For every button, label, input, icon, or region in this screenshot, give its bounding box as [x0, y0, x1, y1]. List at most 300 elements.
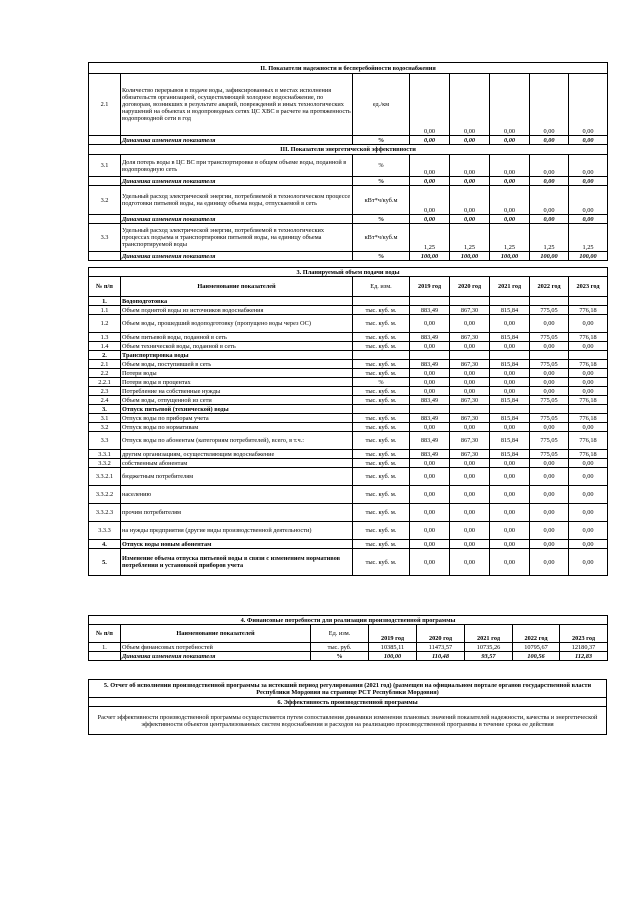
value-cell: 0,00 [569, 549, 608, 576]
table-row [89, 414, 608, 423]
table-row [89, 360, 608, 369]
value-cell: 0,00 [450, 342, 490, 351]
efficiency-description: Расчет эффективности производственной программы осуществляется путем сопоставления динамики изменения плановых значений показателей надежности, качества и энергетической эффективности объектов централизованных систем водоснабжения и расходов на реализацию производственной программы в течение срока ее действия [89, 707, 607, 735]
value-cell: 100,00 [369, 652, 417, 661]
value-cell: 1,25 [569, 224, 608, 252]
row-number: 1. [89, 297, 121, 306]
volume-rows [89, 297, 608, 576]
col-header-name: Наименование показателей [121, 277, 353, 297]
value-cell: 0,00 [569, 540, 608, 549]
value-cell [410, 351, 450, 360]
value-cell: 775,05 [530, 333, 569, 342]
value-cell: 0,00 [410, 468, 450, 486]
value-cell: 815,84 [490, 396, 530, 405]
value-cell: 0,00 [490, 342, 530, 351]
value-cell: 0,00 [410, 387, 450, 396]
row-number: 2.2 [89, 369, 121, 378]
value-cell: 0,00 [450, 155, 490, 177]
row-name: Динамика изменения показателя [121, 252, 353, 261]
row-unit: % [353, 378, 410, 387]
row-unit [353, 297, 410, 306]
value-cell [410, 405, 450, 414]
row-unit: тыс. куб. м. [353, 468, 410, 486]
value-cell: 0,00 [410, 74, 450, 136]
table-row [89, 369, 608, 378]
row-number: 3.3.2 [89, 459, 121, 468]
value-cell [569, 405, 608, 414]
row-unit: % [353, 155, 410, 177]
row-unit: ед./км [353, 74, 410, 136]
row-number: 1.3 [89, 333, 121, 342]
row-unit: тыс. куб. м. [353, 540, 410, 549]
value-cell: 0,00 [569, 342, 608, 351]
row-name: Отпуск воды по абонентам (категориям потребителей), всего, в т.ч.: [121, 432, 353, 450]
value-cell: 0,00 [490, 468, 530, 486]
table-row [89, 396, 608, 405]
value-cell: 0,00 [410, 540, 450, 549]
row-name: Объем технической воды, поданной в сеть [121, 342, 353, 351]
row-number: 2.1 [89, 360, 121, 369]
table-row [89, 423, 608, 432]
value-cell [410, 297, 450, 306]
value-cell: 100,00 [569, 252, 608, 261]
value-cell: 11473,57 [417, 643, 465, 652]
col-header-unit: Ед. изм. [353, 277, 410, 297]
section-report-title: 5. Отчет об исполнении производственной программы за истекший период регулирования (2021 год) (размещен на официальном портале органов государственной власти Республики Мордовия на странице РСТ Республики Мордовия) [89, 680, 607, 698]
row-unit [353, 405, 410, 414]
value-cell: 0,00 [490, 522, 530, 540]
value-cell: 776,18 [569, 306, 608, 315]
value-cell: 0,00 [410, 186, 450, 215]
value-cell: 0,00 [450, 186, 490, 215]
row-unit: тыс. куб. м. [353, 504, 410, 522]
value-cell: 775,05 [530, 396, 569, 405]
value-cell: 112,83 [560, 652, 608, 661]
row-name: бюджетным потребителям [121, 468, 353, 486]
value-cell: 0,00 [530, 387, 569, 396]
col-header-year: 2020 год [417, 625, 465, 643]
report-efficiency-table [88, 679, 607, 735]
value-cell: 12180,37 [560, 643, 608, 652]
value-cell: 883,49 [410, 396, 450, 405]
value-cell: 0,00 [490, 459, 530, 468]
value-cell: 815,84 [490, 360, 530, 369]
table-row [89, 224, 608, 252]
value-cell: 0,00 [410, 369, 450, 378]
row-name: собственным абонентам [121, 459, 353, 468]
value-cell: 1,25 [410, 224, 450, 252]
value-cell: 0,00 [450, 315, 490, 333]
value-cell: 0,00 [530, 522, 569, 540]
table-row [89, 459, 608, 468]
value-cell [450, 405, 490, 414]
value-cell: 776,18 [569, 450, 608, 459]
row-unit: тыс. куб. м. [353, 459, 410, 468]
row-unit: % [353, 215, 410, 224]
value-cell [450, 297, 490, 306]
table-row [89, 186, 608, 215]
table-row [89, 155, 608, 177]
row-unit: тыс. куб. м. [353, 432, 410, 450]
value-cell: 0,00 [569, 486, 608, 504]
value-cell: 0,00 [490, 423, 530, 432]
row-number: 3.3.2.1 [89, 468, 121, 486]
table-row [89, 468, 608, 486]
row-number: 2.2.1 [89, 378, 121, 387]
value-cell: 0,00 [490, 540, 530, 549]
value-cell: 867,30 [450, 360, 490, 369]
value-cell: 0,00 [450, 540, 490, 549]
row-unit: тыс. куб. м. [353, 306, 410, 315]
row-name: Удельный расход электрической энергии, потребляемой в технологических процессах подъема и транспортировки питьевой воды, на единицу объема транспортируемой воды [121, 224, 353, 252]
value-cell: 0,00 [450, 74, 490, 136]
row-name: Транспортировка воды [121, 351, 353, 360]
value-cell: 0,00 [410, 315, 450, 333]
row-name: Отпуск воды новым абонентам [121, 540, 353, 549]
col-header-year: 2020 год [450, 277, 490, 297]
row-number: 3.3.1 [89, 450, 121, 459]
value-cell [530, 351, 569, 360]
value-cell: 0,00 [530, 342, 569, 351]
value-cell: 0,00 [490, 315, 530, 333]
value-cell: 0,00 [490, 378, 530, 387]
row-unit [353, 351, 410, 360]
value-cell: 0,00 [490, 549, 530, 576]
value-cell: 775,05 [530, 432, 569, 450]
row-name: Динамика изменения показателя [121, 177, 353, 186]
value-cell: 0,00 [569, 522, 608, 540]
row-unit: кВт*ч/куб.м [353, 224, 410, 252]
row-number: 3.3.2.3 [89, 504, 121, 522]
value-cell: 10385,11 [369, 643, 417, 652]
row-unit: % [353, 177, 410, 186]
row-name: Объем питьевой воды, поданной в сеть [121, 333, 353, 342]
row-unit: тыс. куб. м. [353, 396, 410, 405]
table-row [89, 652, 608, 661]
table-row [89, 252, 608, 261]
value-cell: 0,00 [410, 378, 450, 387]
value-cell [530, 297, 569, 306]
value-cell: 0,00 [490, 369, 530, 378]
row-number: 2.1 [89, 74, 121, 136]
value-cell: 883,49 [410, 333, 450, 342]
row-name: Доля потерь воды в ЦС ВС при транспортировке в общем объеме воды, поданной в водопроводную сеть [121, 155, 353, 177]
value-cell [530, 405, 569, 414]
col-header-year: 2021 год [490, 277, 530, 297]
value-cell: 775,05 [530, 360, 569, 369]
table-header-row [89, 277, 608, 297]
table-row [89, 522, 608, 540]
value-cell: 0,00 [530, 378, 569, 387]
section-energy-title: III. Показатели энергетической эффективности [89, 145, 608, 155]
value-cell: 0,00 [410, 486, 450, 504]
value-cell: 0,00 [410, 459, 450, 468]
value-cell: 0,00 [569, 468, 608, 486]
value-cell: 0,00 [450, 378, 490, 387]
table-row [89, 387, 608, 396]
row-name: Отпуск воды по нормативам [121, 423, 353, 432]
row-name: Количество перерывов в подаче воды, зафиксированных в местах исполнения обязательств организацией, осуществляющей холодное водоснабжение, по договорам, возникших в результате аварий, повреждений и иных технологических нарушений на объектах и водопроводных сетях ЦС ХВС в расчете на протяженность водопроводной сети в год [121, 74, 353, 136]
value-cell: 0,00 [490, 215, 530, 224]
row-name: Объем воды, прошедший водоподготовку (пропущено воды через ОС) [121, 315, 353, 333]
value-cell: 0,00 [410, 342, 450, 351]
value-cell: 0,00 [569, 155, 608, 177]
value-cell: 776,18 [569, 360, 608, 369]
row-unit: % [353, 136, 410, 145]
row-number: 1.2 [89, 315, 121, 333]
row-unit: кВт*ч/куб.м [353, 186, 410, 215]
value-cell: 0,00 [530, 177, 569, 186]
value-cell: 100,56 [513, 652, 560, 661]
row-name: Изменение объема отпуска питьевой воды в связи с изменением нормативов потребления и установкой приборов учета [121, 549, 353, 576]
row-number: 2.4 [89, 396, 121, 405]
value-cell: 0,00 [530, 549, 569, 576]
table-row [89, 215, 608, 224]
table-row [89, 504, 608, 522]
value-cell: 815,84 [490, 414, 530, 423]
value-cell: 0,00 [450, 177, 490, 186]
value-cell: 867,30 [450, 333, 490, 342]
section-reliability-title: II. Показатели надежности и бесперебойности водоснабжения [89, 63, 608, 74]
value-cell [490, 405, 530, 414]
value-cell: 0,00 [530, 186, 569, 215]
table-row [89, 333, 608, 342]
value-cell: 883,49 [410, 306, 450, 315]
row-number: 2.3 [89, 387, 121, 396]
row-number: 3.1 [89, 155, 121, 177]
row-unit: тыс. куб. м. [353, 342, 410, 351]
row-number: 3. [89, 405, 121, 414]
value-cell: 0,00 [450, 459, 490, 468]
row-number: 5. [89, 549, 121, 576]
col-header-year: 2021 год [465, 625, 513, 643]
value-cell: 867,30 [450, 432, 490, 450]
value-cell: 0,00 [410, 215, 450, 224]
value-cell: 0,00 [530, 315, 569, 333]
value-cell: 0,00 [450, 549, 490, 576]
value-cell: 0,00 [410, 423, 450, 432]
row-name: Отпуск питьевой (технической) воды [121, 405, 353, 414]
value-cell: 815,84 [490, 306, 530, 315]
col-header-year: 2022 год [513, 625, 560, 643]
table-row [89, 432, 608, 450]
value-cell: 883,49 [410, 360, 450, 369]
value-cell: 0,00 [530, 486, 569, 504]
value-cell: 0,00 [569, 177, 608, 186]
value-cell: 867,30 [450, 414, 490, 423]
value-cell: 775,05 [530, 414, 569, 423]
table-row [89, 315, 608, 333]
row-unit: тыс. куб. м. [353, 315, 410, 333]
value-cell: 0,00 [530, 468, 569, 486]
value-cell: 0,00 [450, 369, 490, 378]
value-cell: 0,00 [569, 186, 608, 215]
row-unit: % [311, 652, 369, 661]
row-unit: тыс. куб. м. [353, 423, 410, 432]
value-cell: 0,00 [490, 74, 530, 136]
row-name: Потери воды в процентах [121, 378, 353, 387]
value-cell: 0,00 [569, 423, 608, 432]
value-cell: 1,25 [530, 224, 569, 252]
section-finance-title: 4. Финансовые потребности для реализации производственной программы [89, 616, 608, 625]
row-number: 3.3 [89, 224, 121, 252]
row-number: 3.3.2.2 [89, 486, 121, 504]
value-cell: 883,49 [410, 414, 450, 423]
row-name: Потери воды [121, 369, 353, 378]
table-row [89, 351, 608, 360]
row-number: 3.2 [89, 186, 121, 215]
value-cell: 0,00 [410, 155, 450, 177]
value-cell: 775,05 [530, 306, 569, 315]
col-header-year: 2023 год [569, 277, 608, 297]
value-cell: 0,00 [450, 387, 490, 396]
row-unit: тыс. руб. [311, 643, 369, 652]
value-cell [490, 297, 530, 306]
table-row [89, 74, 608, 136]
value-cell: 0,00 [569, 369, 608, 378]
row-number: 1.4 [89, 342, 121, 351]
section-volume-title: 3. Планируемый объем подачи воды [89, 268, 608, 277]
value-cell: 775,05 [530, 450, 569, 459]
value-cell: 0,00 [450, 423, 490, 432]
value-cell: 0,00 [530, 369, 569, 378]
indicators-table [88, 62, 608, 261]
row-name: Динамика изменения показателя [121, 136, 353, 145]
value-cell: 0,00 [490, 387, 530, 396]
value-cell: 776,18 [569, 333, 608, 342]
col-header-number: № п/п [89, 277, 121, 297]
row-unit: тыс. куб. м. [353, 522, 410, 540]
col-header-year: 2022 год [530, 277, 569, 297]
table-row [89, 540, 608, 549]
table-row [89, 342, 608, 351]
value-cell: 0,00 [450, 215, 490, 224]
value-cell: 0,00 [450, 504, 490, 522]
value-cell: 0,00 [569, 504, 608, 522]
value-cell: 0,00 [450, 136, 490, 145]
value-cell: 0,00 [410, 549, 450, 576]
row-number: 3.3.3 [89, 522, 121, 540]
value-cell: 0,00 [530, 459, 569, 468]
col-header-unit: Ед. изм. [311, 625, 369, 643]
row-name: Объем воды, поступившей в сеть [121, 360, 353, 369]
row-name: населению [121, 486, 353, 504]
row-number: 1. [89, 643, 121, 652]
row-unit: тыс. куб. м. [353, 360, 410, 369]
value-cell: 867,30 [450, 450, 490, 459]
value-cell: 0,00 [450, 486, 490, 504]
row-unit: тыс. куб. м. [353, 387, 410, 396]
value-cell: 100,00 [530, 252, 569, 261]
finance-table [88, 615, 608, 661]
row-number: 3.1 [89, 414, 121, 423]
table-row [89, 378, 608, 387]
table-row [89, 297, 608, 306]
value-cell: 0,00 [569, 136, 608, 145]
col-header-year: 2019 год [369, 625, 417, 643]
row-name: Потребление на собственные нужды [121, 387, 353, 396]
value-cell: 100,00 [410, 252, 450, 261]
row-unit: тыс. куб. м. [353, 333, 410, 342]
row-name: другим организациям, осуществляющим водоснабжение [121, 450, 353, 459]
value-cell: 815,84 [490, 333, 530, 342]
table-row [89, 486, 608, 504]
value-cell: 0,00 [530, 155, 569, 177]
value-cell: 0,00 [410, 522, 450, 540]
value-cell: 0,00 [410, 504, 450, 522]
value-cell: 100,00 [490, 252, 530, 261]
value-cell: 0,00 [569, 215, 608, 224]
row-unit: тыс. куб. м. [353, 549, 410, 576]
table-row [89, 136, 608, 145]
value-cell: 0,00 [530, 423, 569, 432]
value-cell: 0,00 [569, 387, 608, 396]
value-cell: 0,00 [530, 540, 569, 549]
value-cell: 0,00 [490, 486, 530, 504]
value-cell: 0,00 [569, 378, 608, 387]
value-cell: 815,84 [490, 432, 530, 450]
value-cell: 1,25 [490, 224, 530, 252]
water-volume-table [88, 267, 608, 576]
row-unit: тыс. куб. м. [353, 414, 410, 423]
value-cell: 0,00 [450, 522, 490, 540]
value-cell: 0,00 [450, 468, 490, 486]
row-name: Динамика изменения показателя [121, 652, 311, 661]
row-name: Водоподготовка [121, 297, 353, 306]
row-name: Объем воды, отпущенной из сети [121, 396, 353, 405]
row-name: прочим потребителям [121, 504, 353, 522]
value-cell: 0,00 [569, 459, 608, 468]
value-cell: 815,84 [490, 450, 530, 459]
row-number: 2. [89, 351, 121, 360]
value-cell [569, 351, 608, 360]
col-header-name: Наименование показателей [121, 625, 311, 643]
row-number: 3.3 [89, 432, 121, 450]
table-row [89, 405, 608, 414]
value-cell [490, 351, 530, 360]
value-cell: 0,00 [410, 136, 450, 145]
row-name: Динамика изменения показателя [121, 215, 353, 224]
table-header-row [89, 625, 608, 643]
col-header-year: 2023 год [560, 625, 608, 643]
value-cell: 776,18 [569, 396, 608, 405]
value-cell: 10735,26 [465, 643, 513, 652]
table-row [89, 306, 608, 315]
table-row [89, 450, 608, 459]
value-cell: 0,00 [410, 177, 450, 186]
row-unit: % [353, 252, 410, 261]
value-cell: 883,49 [410, 432, 450, 450]
row-name: Удельный расход электрической энергии, потребляемой в технологическом процессе подготовки питьевой воды, на единицу объема воды, отпускаемой в сеть [121, 186, 353, 215]
table-row [89, 643, 608, 652]
col-header-year: 2019 год [410, 277, 450, 297]
value-cell: 93,57 [465, 652, 513, 661]
col-header-number: № п/п [89, 625, 121, 643]
row-unit: тыс. куб. м. [353, 450, 410, 459]
table-row [89, 549, 608, 576]
row-number: 3.2 [89, 423, 121, 432]
value-cell: 0,00 [490, 504, 530, 522]
value-cell: 0,00 [530, 504, 569, 522]
value-cell: 0,00 [490, 186, 530, 215]
value-cell: 0,00 [530, 215, 569, 224]
value-cell: 0,00 [569, 315, 608, 333]
value-cell: 10795,67 [513, 643, 560, 652]
value-cell: 0,00 [569, 74, 608, 136]
value-cell: 776,18 [569, 432, 608, 450]
value-cell: 0,00 [530, 136, 569, 145]
row-name: Отпуск воды по приборам учета [121, 414, 353, 423]
